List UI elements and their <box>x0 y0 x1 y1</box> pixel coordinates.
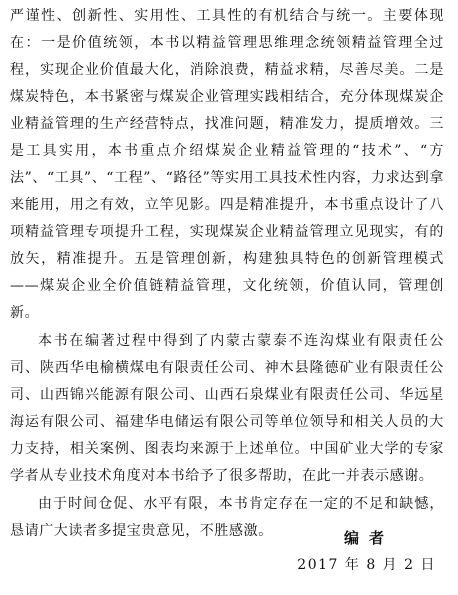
document-body <box>10 3 444 545</box>
paragraph-continuation: 严谨性、创新性、实用性、工具性的有机结合与统一。主要体现在：一是价值统领，本书以精益管理思维理念统领精益管理全过程，实现企业价值最大化，消除浪费，精益求精，尽善尽美。二是煤炭特色，本书紧密与煤炭企业管理实践相结合，充分体现煤炭企业精益管理的生产经营特点，找准问题，精准发力，提质增效。三是工具实用，本书重点介绍煤炭企业精益管理的“技术”、“方法”、“工具”、“工程”、“路径”等实用工具技术性内容，力求达到拿来能用，用之有效，立竿见影。四是精准提升，本书重点设计了八项精益管理专项提升工程，实现煤炭企业精益管理立见现实，有的放矢，精准提升。五是管理创新，构建独具特色的创新管理模式——煤炭企业全价值链精益管理，文化统领，价值认同，管理创新。 <box>10 8 444 321</box>
author-signature: 编者 <box>343 529 394 547</box>
paragraph-acknowledgements: 本书在编著过程中得到了内蒙古蒙泰不连沟煤业有限责任公司、陕西华电榆横煤电有限责任公司、神木县隆德矿业有限责任公司、山西锦兴能源有限公司、山西石泉煤业有限责任公司、华远星海运有限公司、福建华电储运有限公司等单位领导和相关人员的大力支持，相关案例、图表均来源于上述单位。中国矿业大学的专家学者从专业技术角度对本书给予了很多帮助，在此一并表示感谢。 <box>10 333 444 484</box>
preface-date: 2017 年 8 月 2 日 <box>297 557 436 573</box>
paragraph-closing: 由于时间仓促、水平有限，本书肯定存在一定的不足和缺憾，恳请广大读者多提宝贵意见，不胜感激。 <box>10 496 444 539</box>
